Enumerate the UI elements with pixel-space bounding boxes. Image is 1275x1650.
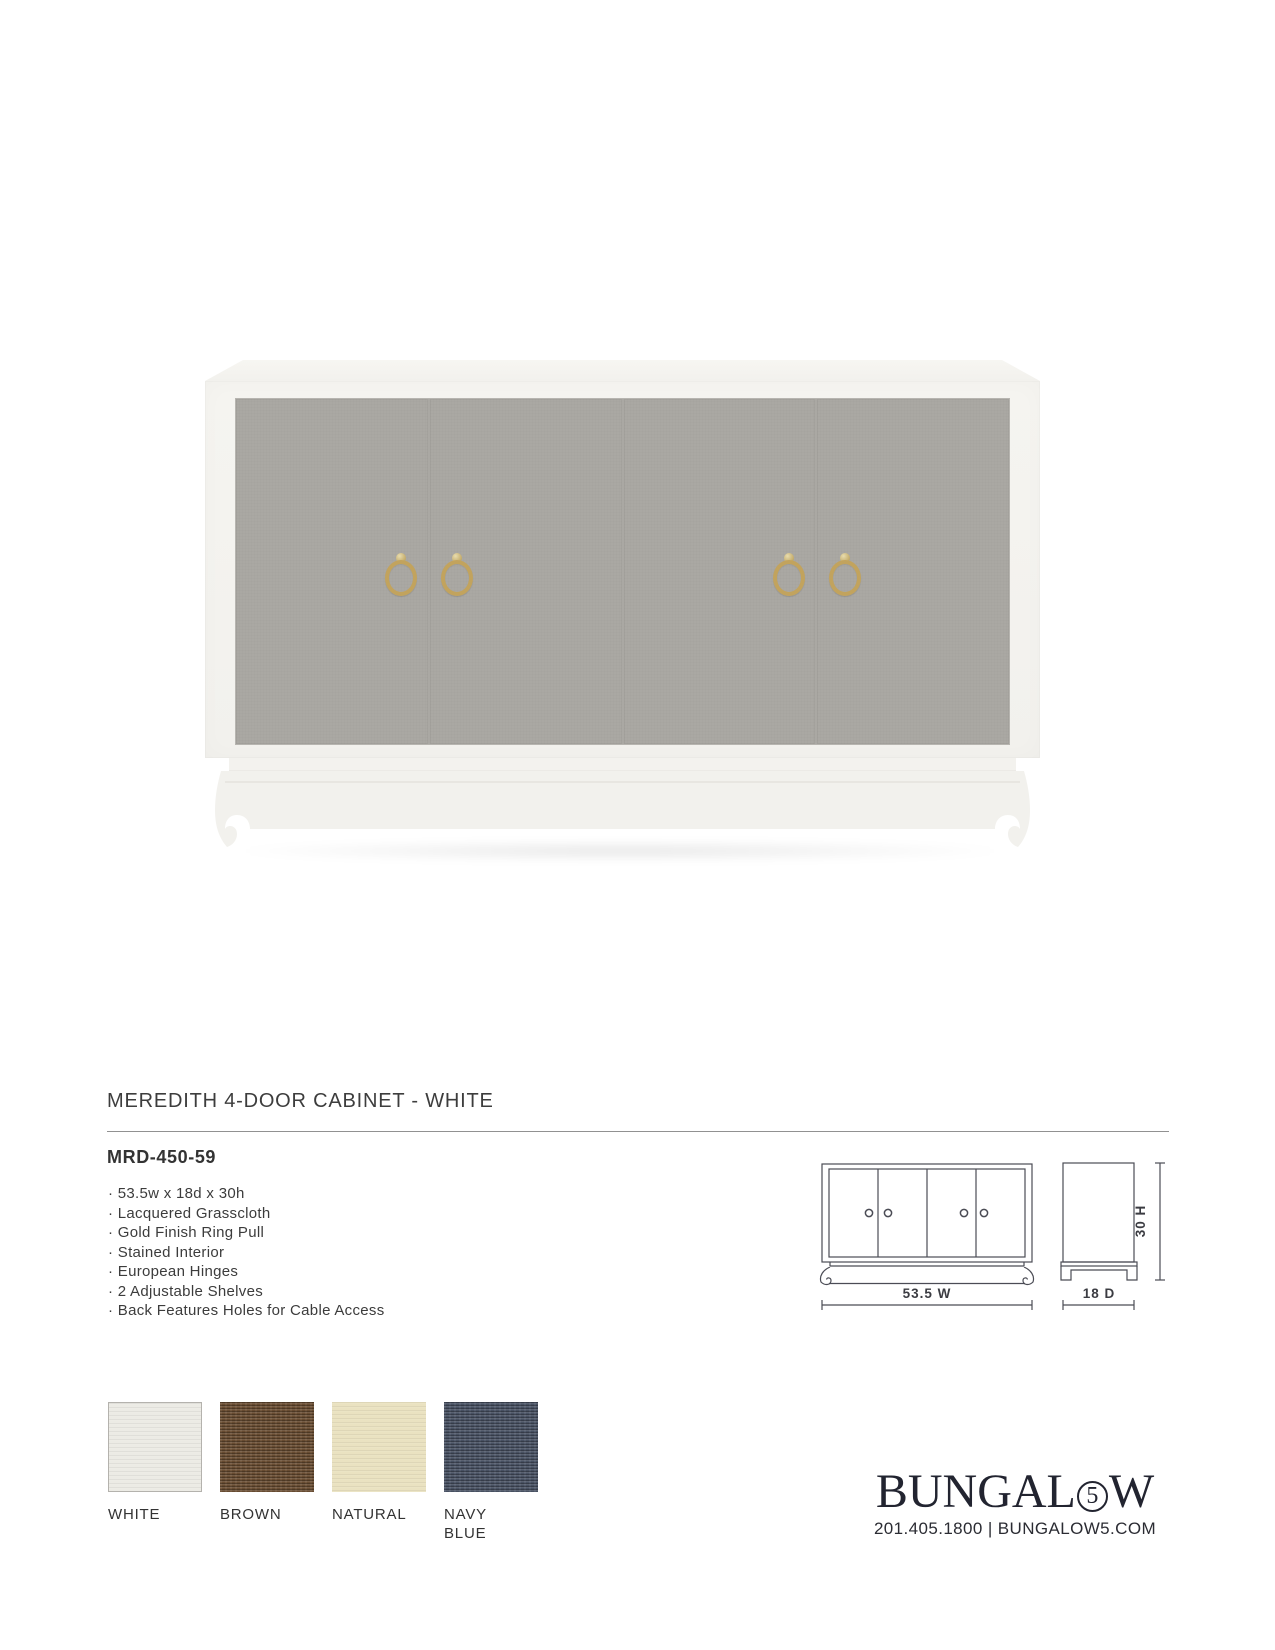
feature-item: · Back Features Holes for Cable Access <box>108 1301 385 1321</box>
swatch-label: NAVY BLUE <box>444 1506 487 1542</box>
drawing-ring-pull <box>865 1209 872 1216</box>
brand-contact: 201.405.1800 | BUNGALOW5.COM <box>873 1519 1157 1538</box>
bungalow5-logo <box>855 1465 1175 1518</box>
width-dimension-label: 53.5 W <box>902 1286 952 1301</box>
feature-item: · Lacquered Grasscloth <box>108 1204 385 1224</box>
divider-line <box>107 1131 1169 1132</box>
logo-text-suffix: W <box>1108 1465 1155 1518</box>
feature-list <box>108 1184 385 1321</box>
drawing-ring-pull <box>960 1209 967 1216</box>
swatch-navy-blue <box>444 1402 538 1543</box>
brand-block <box>855 1465 1175 1539</box>
feature-item: · 2 Adjustable Shelves <box>108 1282 385 1302</box>
feature-item: · Gold Finish Ring Pull <box>108 1223 385 1243</box>
feature-item: · 53.5w x 18d x 30h <box>108 1184 385 1204</box>
front-elevation-drawing <box>808 1158 1048 1310</box>
product-photo <box>170 335 1105 880</box>
ring-pull-handle <box>384 551 418 597</box>
cabinet-doors <box>235 398 1010 745</box>
feature-item: · European Hinges <box>108 1262 385 1282</box>
ring-pull-handle <box>772 551 806 597</box>
handle-ring <box>829 560 861 596</box>
swatch-label: BROWN <box>220 1506 282 1523</box>
swatch-brown <box>220 1402 314 1543</box>
cabinet-shadow <box>220 840 1020 862</box>
drawing-ring-pull <box>884 1209 891 1216</box>
ring-pull-handle <box>828 551 862 597</box>
finish-swatches <box>108 1402 538 1543</box>
swatch-chip-navy-blue <box>444 1402 538 1492</box>
circled-5-icon: 5 <box>1077 1481 1108 1512</box>
swatch-chip-white <box>108 1402 202 1492</box>
handle-ring <box>385 560 417 596</box>
product-title: MEREDITH 4-DOOR CABINET - WHITE <box>107 1090 494 1112</box>
height-dimension-label: 30 H <box>1133 1204 1148 1238</box>
cabinet-top-face <box>205 360 1040 381</box>
handle-ring <box>441 560 473 596</box>
depth-dimension-label: 18 D <box>1082 1286 1116 1301</box>
swatch-chip-brown <box>220 1402 314 1492</box>
swatch-chip-natural <box>332 1402 426 1492</box>
ring-pull-handle <box>440 551 474 597</box>
swatch-label: WHITE <box>108 1506 161 1523</box>
handle-ring <box>773 560 805 596</box>
swatch-label: NATURAL <box>332 1506 407 1523</box>
side-elevation-drawing <box>1048 1158 1173 1310</box>
feature-item: · Stained Interior <box>108 1243 385 1263</box>
swatch-natural <box>332 1402 426 1543</box>
product-sku: MRD-450-59 <box>107 1147 217 1167</box>
logo-text-prefix: BUNGAL <box>875 1465 1076 1518</box>
cabinet-front-face <box>205 381 1040 758</box>
swatch-white <box>108 1402 202 1543</box>
drawing-ring-pull <box>980 1209 987 1216</box>
